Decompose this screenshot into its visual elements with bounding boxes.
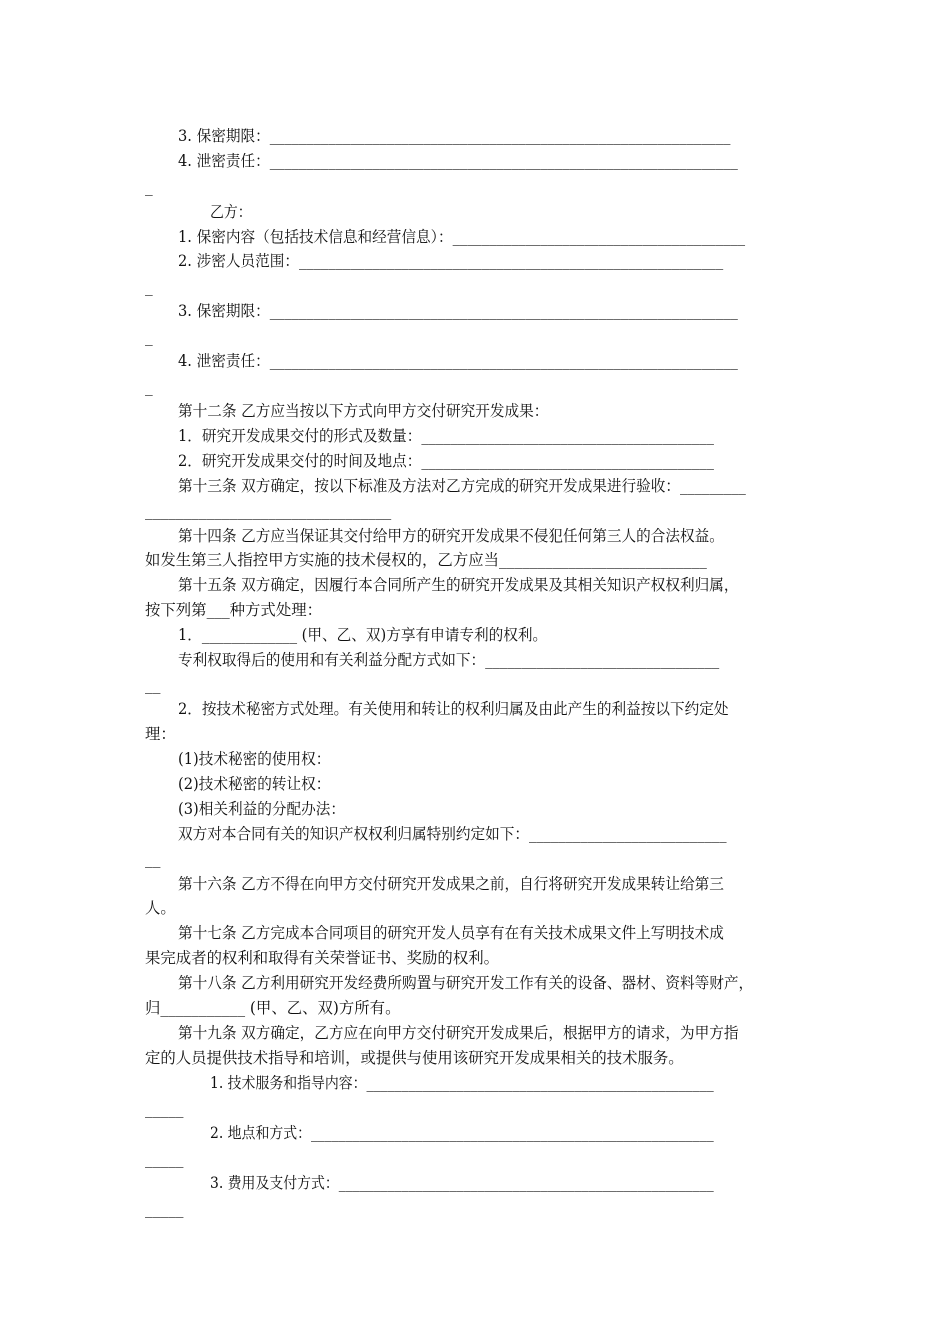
- text-line: 如发生第三人指控甲方实施的技术侵权的，乙方应当___________________________: [145, 551, 707, 569]
- text-line: 双方对本合同有关的知识产权权利归属特别约定如下：___________________________: [178, 825, 727, 843]
- text-line: _: [145, 328, 153, 346]
- text-line: 第十八条 乙方利用研究开发经费所购置与研究开发工作有关的设备、器材、资料等财产，: [178, 974, 754, 992]
- text-line: 1. 技术服务和指导内容：__________________________________________________: [210, 1074, 714, 1092]
- text-line: 第十四条 乙方应当保证其交付给甲方的研究开发成果不侵犯任何第三人的合法权益。: [178, 527, 724, 545]
- text-line: _: [145, 378, 153, 396]
- text-line: __: [145, 676, 161, 694]
- text-line: _: [145, 178, 153, 196]
- text-line: 第十三条 双方确定，按以下标准及方法对乙方完成的研究开发成果进行验收：_________: [178, 477, 746, 495]
- text-line: 3. 保密期限：________________________________________________________________: [178, 302, 738, 320]
- text-line: 人。: [145, 899, 176, 917]
- text-line: 4. 泄密责任：________________________________________________________________: [178, 152, 738, 170]
- text-line: _: [145, 278, 153, 296]
- text-line: (2)技术秘密的转让权：: [178, 775, 331, 793]
- text-line: 归___________ (甲、乙、双)方所有。: [145, 999, 401, 1017]
- text-line: 3. 保密期限：_______________________________________________________________: [178, 127, 731, 145]
- text-line: 第十九条 双方确定，乙方应在向甲方交付研究开发成果后，根据甲方的请求，为甲方指: [178, 1024, 739, 1042]
- text-line: 1．_____________ (甲、乙、双)方享有申请专利的权利。: [178, 626, 548, 644]
- text-line: 4. 泄密责任：________________________________________________________________: [178, 352, 738, 370]
- text-line: __: [145, 850, 161, 868]
- text-line: 第十五条 双方确定，因履行本合同所产生的研究开发成果及其相关知识产权权利归属，: [178, 576, 739, 594]
- text-line: ________________________________: [145, 502, 392, 520]
- text-line: 第十二条 乙方应当按以下方式向甲方交付研究开发成果：: [178, 402, 549, 420]
- text-line: 专利权取得后的使用和有关利益分配方式如下：________________________________: [178, 651, 720, 669]
- text-line: (3)相关利益的分配办法：: [178, 800, 346, 818]
- text-line: 2. 地点和方式：__________________________________________________________: [210, 1124, 714, 1142]
- text-line: 2．按技术秘密方式处理。有关使用和转让的权利归属及由此产生的利益按以下约定处: [178, 700, 729, 718]
- text-line: 果完成者的权利和取得有关荣誉证书、奖励的权利。: [145, 949, 499, 967]
- text-line: (1)技术秘密的使用权：: [178, 750, 331, 768]
- text-line: _____: [145, 1150, 184, 1168]
- text-line: 定的人员提供技术指导和培训，或提供与使用该研究开发成果相关的技术服务。: [145, 1049, 684, 1067]
- text-line: 理：: [145, 725, 176, 743]
- text-line: _____: [145, 1200, 184, 1218]
- text-line: 第十七条 乙方完成本合同项目的研究开发人员享有在有关技术成果文件上写明技术成: [178, 924, 724, 942]
- text-line: 按下列第___种方式处理：: [145, 601, 322, 619]
- text-line: 1. 保密内容（包括技术信息和经营信息）：________________________________________: [178, 228, 746, 246]
- text-line: 乙方：: [210, 203, 252, 221]
- text-line: 第十六条 乙方不得在向甲方交付研究开发成果之前，自行将研究开发成果转让给第三: [178, 875, 724, 893]
- text-line: 1．研究开发成果交付的形式及数量：________________________________________: [178, 427, 714, 445]
- text-line: 3. 费用及支付方式：______________________________________________________: [210, 1174, 714, 1192]
- text-line: 2. 涉密人员范围：__________________________________________________________: [178, 252, 724, 270]
- text-line: 2．研究开发成果交付的时间及地点：________________________________________: [178, 452, 714, 470]
- text-line: _____: [145, 1100, 184, 1118]
